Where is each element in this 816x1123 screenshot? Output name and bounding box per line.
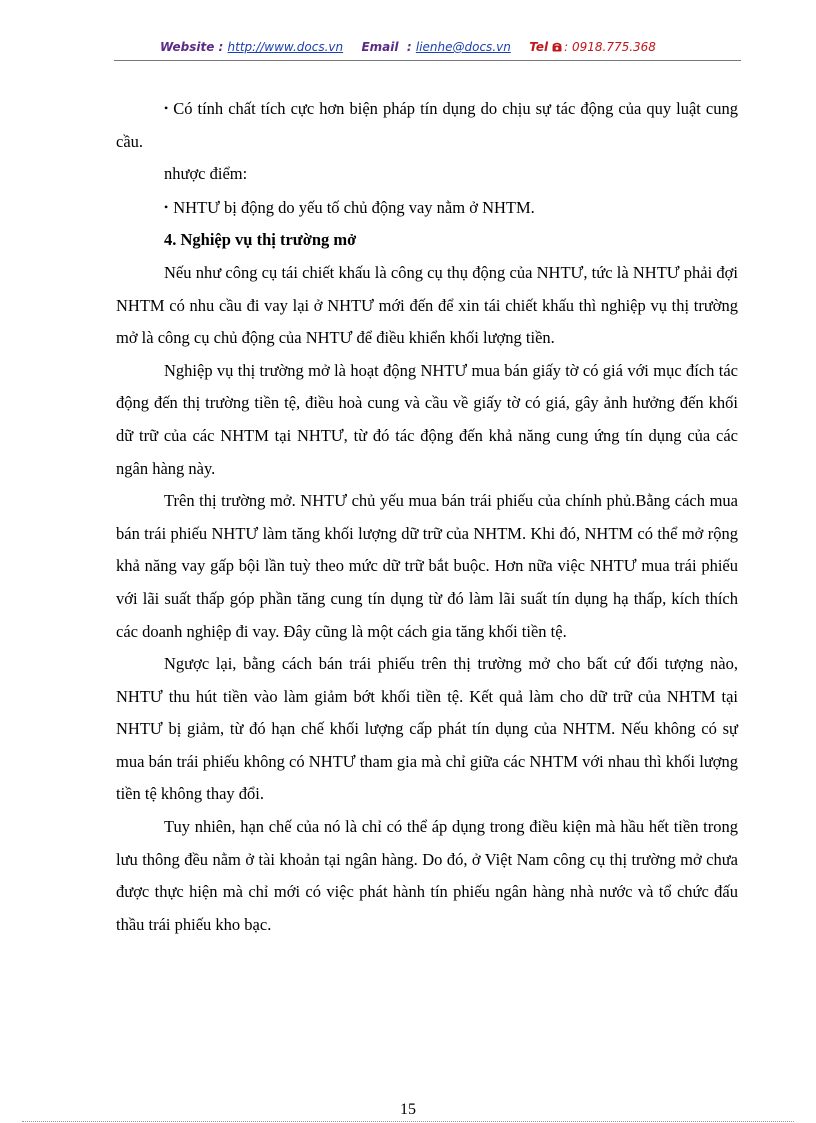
- paragraph-limitation: Tuy nhiên, hạn chế của nó là chỉ có thể áp dụng trong điều kiện mà hầu hết tiền trong lưu thông đều nằm ở tài khoản tại ngân hàng. Do đó, ở Việt Nam công cụ thị trường mở chưa được thực hiện mà chỉ mới có việc phát hành tín phiếu ngân hàng nhà nước và tổ chức đấu thầu trái phiếu kho bạc.: [116, 817, 738, 934]
- tel-label: Tel: [529, 40, 549, 54]
- document-body: [116, 92, 738, 941]
- phone-icon: [552, 42, 562, 52]
- email-label: Email: [361, 40, 399, 54]
- paragraph-intro: Nếu như công cụ tái chiết khấu là công cụ thụ động của NHTƯ, tức là NHTƯ phải đợi NHTM có nhu cầu đi vay lại ở NHTƯ mới đến để xin tái chiết khấu thì nghiệp vụ thị trường mở là công cụ chủ động của NHTƯ để điều khiển khối lượng tiền.: [116, 262, 738, 348]
- footer-divider: [22, 1121, 794, 1122]
- paragraph-definition: Nghiệp vụ thị trường mở là hoạt động NHTƯ mua bán giấy tờ có giá với mục đích tác động đến thị trường tiền tệ, điều hoà cung và cầu về giấy tờ có giá, gây ảnh hưởng đến khối dữ trữ của các NHTM tại NHTƯ, từ đó tác động đến khả năng cung ứng tín dụng của các ngân hàng này.: [116, 360, 738, 478]
- paragraph-disadvantage: • NHTƯ bị động do yếu tố chủ động vay nằm ở NHTM.: [116, 191, 738, 225]
- email-link[interactable]: lienhe@docs.vn: [415, 40, 511, 54]
- website-link[interactable]: http://www.docs.vn: [227, 40, 344, 54]
- tel-value: : 0918.775.368: [564, 40, 656, 54]
- paragraph-buying: Trên thị trường mở. NHTƯ chủ yếu mua bán trái phiếu của chính phủ.Bằng cách mua bán trái phiếu NHTƯ làm tăng khối lượng dữ trữ của NHTM. Khi đó, NHTM có thể mở rộng khả năng vay gấp bội lần tuỳ theo mức dữ trữ bắt buộc. Hơn nữa việc NHTƯ mua trái phiếu với lãi suất thấp góp phần tăng cung tín dụng từ đó làm lãi suất tín dụng hạ thấp, kích thích các doanh nghiệp đi vay. Đây cũng là một cách gia tăng khối tiền tệ.: [116, 491, 738, 641]
- paragraph-advantage: • Có tính chất tích cực hơn biện pháp tín dụng do chịu sự tác động của quy luật cung cầu.: [116, 92, 738, 158]
- section-heading: 4. Nghiệp vụ thị trường mở: [164, 230, 357, 250]
- paragraph-selling: Ngược lại, bằng cách bán trái phiếu trên thị trường mở cho bất cứ đối tượng nào, NHTƯ thu hút tiền vào làm giảm bớt khối tiền tệ. Kết quả làm cho dữ trữ của NHTM tại NHTƯ bị giảm, từ đó hạn chế khối lượng cấp phát tín dụng của NHTM. Nếu không có sự mua bán trái phiếu không có NHTƯ tham gia mà chỉ giữa các NHTM với nhau thì khối lượng tiền tệ không thay đổi.: [116, 654, 738, 804]
- header-divider: [114, 60, 741, 61]
- page-number: 15: [400, 1101, 416, 1118]
- page-header: Website : http://www.docs.vn Email : lienhe@docs.vn Tel : 0918.775.368: [160, 40, 656, 54]
- website-label: Website: [160, 40, 215, 54]
- paragraph-disadvantage-label: nhược điểm:: [164, 164, 248, 184]
